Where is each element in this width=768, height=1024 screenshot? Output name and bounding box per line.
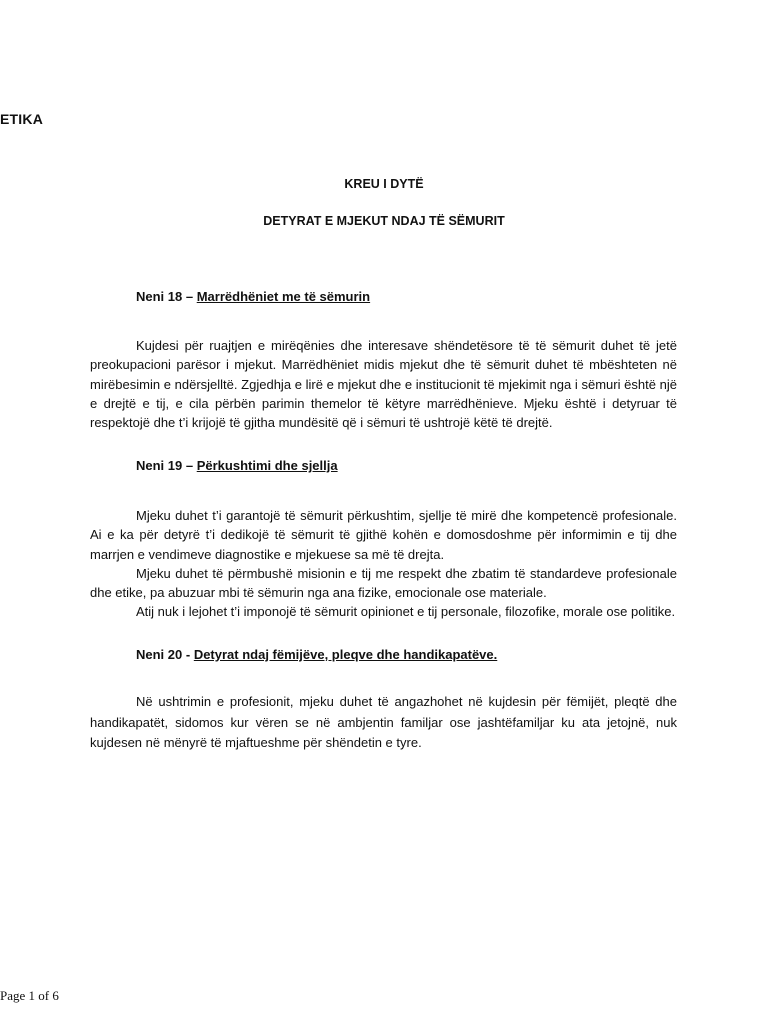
article-title: Përkushtimi dhe sjellja [196, 458, 338, 473]
article-number: Neni 18 – [136, 289, 194, 304]
article-heading-19 [136, 458, 338, 473]
article-number: Neni 19 – [136, 458, 194, 473]
document-header-label: ETIKA [0, 111, 43, 127]
article-body-20 [90, 692, 677, 754]
paragraph: Kujdesi për ruajtjen e mirëqënies dhe interesave shëndetësore të të sëmurit duhet të jetë preokupacioni parësor i mjekut. Marrëdhëniet midis mjekut dhe të sëmurit duhet të mbështeten në mirëbesimin e ndërsjelltë. Zgjedhja e lirë e mjekut dhe e institucionit të mjekimit nga i sëmuri është një e drejtë e tij, e cila përbën parimin themelor të këtyre marrëdhënieve. Mjeku është i detyruar të respektojë dhe t’i krijojë të gjitha mundësitë që i sëmuri të ushtrojë këtë të drejtë. [90, 338, 677, 431]
paragraph: Në ushtrimin e profesionit, mjeku duhet të angazhohet në kujdesin për fëmijët, pleqtë dhe handikapatët, sidomos kur vëren se në ambjentin familjar ose jashtëfamiljar ku ata jetojnë, nuk kujdesen në mënyrë të mjaftueshme për shëndetin e tyre. [90, 694, 677, 750]
article-title: Marrëdhëniet me të sëmurin [196, 289, 371, 304]
article-heading-20 [136, 647, 497, 662]
article-title: Detyrat ndaj fëmijëve, pleqve dhe handikapatëve. [193, 647, 498, 662]
article-number: Neni 20 - [136, 647, 191, 662]
paragraph: Atij nuk i lejohet t’i imponojë të sëmurit opinionet e tij personale, filozofike, morale ose politike. [136, 604, 676, 620]
paragraph: Mjeku duhet t’i garantojë të sëmurit përkushtim, sjellje të mirë dhe kompetencë profesionale. Ai e ka për detyrë t’i dedikojë të sëmurit të gjithë kohën e domosdoshme për informimin e tij dhe marrjen e vendimeve diagnostike e mjekuese sa më të drejta. [90, 508, 677, 562]
article-body-19 [90, 506, 677, 622]
chapter-subtitle: DETYRAT E MJEKUT NDAJ TË SËMURIT [263, 214, 505, 228]
article-heading-18 [136, 289, 370, 304]
paragraph: Mjeku duhet të përmbushë misionin e tij me respekt dhe zbatim të standardeve profesionale dhe etike, pa abuzuar mbi të sëmurin nga ana fizike, emocionale ose materiale. [90, 565, 677, 601]
page-indicator: Page 1 of 6 [0, 988, 59, 1003]
article-body-18 [90, 336, 677, 432]
chapter-title: KREU I DYTË [344, 177, 424, 191]
